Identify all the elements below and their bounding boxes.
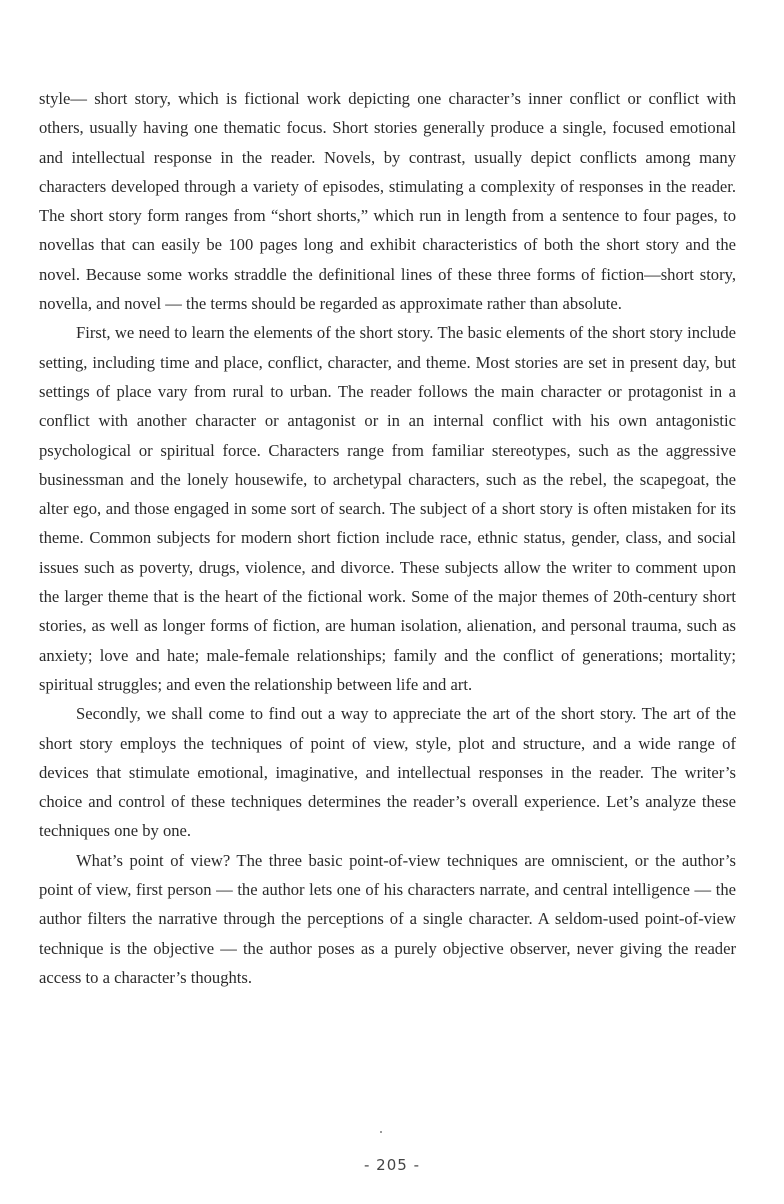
page-body [39, 84, 736, 992]
paragraph-elements-of-short-story: First, we need to learn the elements of the short story. The basic elements of the short story include setting, including time and place, conflict, character, and theme. Most stories are set in present day, but settings of place vary from rural to urban. The reader follows the main character or protagonist in a conflict with another character or antagonist or in an internal conflict with his own antagonistic psychological or spiritual force. Characters range from familiar stereotypes, such as the aggressive businessman and the lonely housewife, to archetypal characters, such as the rebel, the scapegoat, the alter ego, and those engaged in some sort of search. The subject of a short story is often mistaken for its theme. Common subjects for modern short fiction include race, ethnic status, gender, class, and social issues such as poverty, drugs, violence, and divorce. These subjects allow the writer to comment upon the larger theme that is the heart of the fictional work. Some of the major themes of 20th-century short stories, as well as longer forms of fiction, are human isolation, alienation, and personal trauma, such as anxiety; love and hate; male-female relationships; family and the conflict of generations; mortality; spiritual struggles; and even the relationship between life and art. [39, 323, 736, 694]
paragraph-point-of-view: What’s point of view? The three basic point-of-view techniques are omniscient, or the author’s point of view, first person — the author lets one of his characters narrate, and central intelligence — the author filters the narrative through the perceptions of a single character. A seldom-used point-of-view technique is the objective — the author poses as a purely objective observer, never giving the reader access to a character’s thoughts. [39, 850, 736, 987]
page-number: - 205 - [364, 1156, 420, 1174]
speck-mark [380, 1131, 382, 1133]
paragraph-art-of-short-story: Secondly, we shall come to find out a way to appreciate the art of the short story. The art of the short story employs the techniques of point of view, style, plot and structure, and a wide range of devices that stimulate emotional, imaginative, and intellectual responses in the reader. The writer’s choice and control of these techniques determines the reader’s overall experience. Let’s analyze these techniques one by one. [39, 704, 736, 841]
paragraph-continuation: style— short story, which is fictional work depicting one character’s inner conflict or conflict with others, usually having one thematic focus. Short stories generally produce a single, focused emotional and intellectual response in the reader. Novels, by contrast, usually depict conflicts among many characters developed through a variety of episodes, stimulating a complexity of responses in the reader. The short story form ranges from “short shorts,” which run in length from a sentence to four pages, to novellas that can easily be 100 pages long and exhibit characteristics of both the short story and the novel. Because some works straddle the definitional lines of these three forms of fiction—short story, novella, and novel — the terms should be regarded as approximate rather than absolute. [39, 89, 736, 314]
